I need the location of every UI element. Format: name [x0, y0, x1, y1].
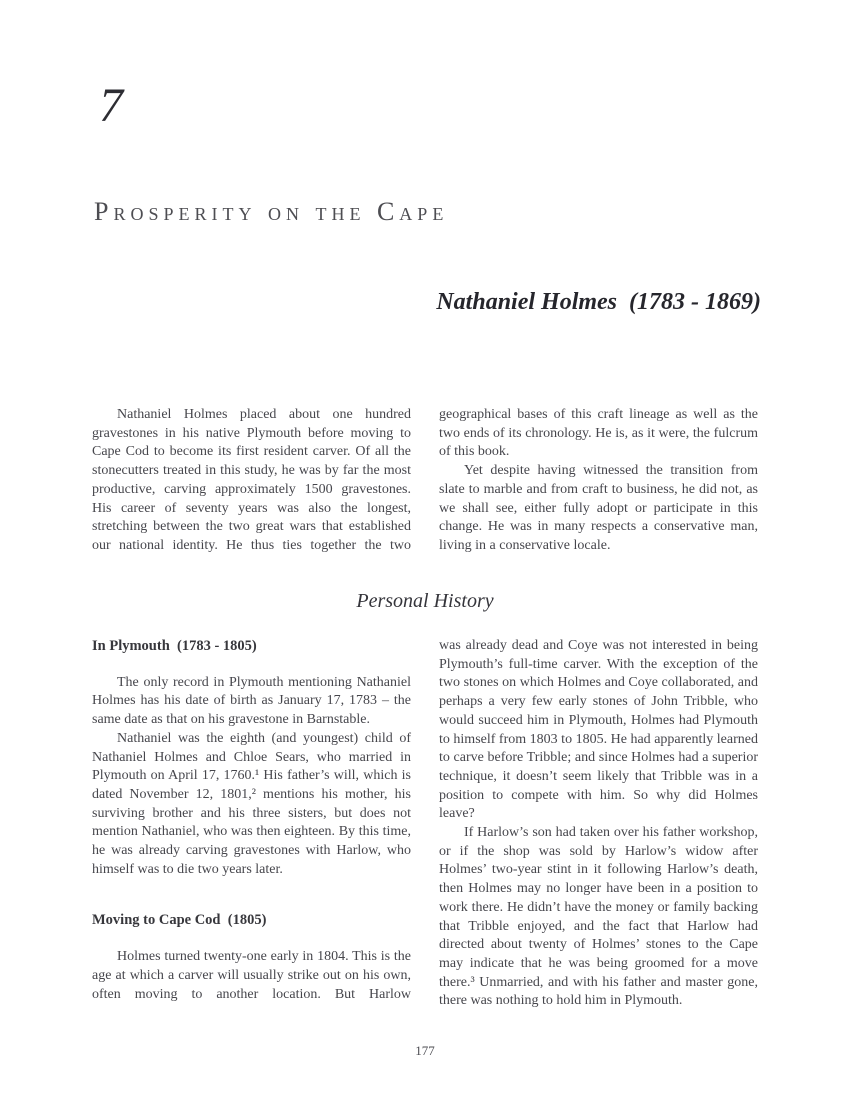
- paragraph: Nathaniel Holmes placed about one hundred gravestones in his native Plymouth before moving to Cape Cod to become its first resident carver. Of all the stonecutters treated in this study, he was by far the most productive, carving approximately 1500 gravestones. His career of seventy years was also the longest, stretching between the two great wars that established our national identity. He thus ties together the two: [92, 407, 411, 553]
- paragraph: Holmes turned twenty-one early in 1804. This is the age at which a carver will usually strike out on his own, often moving to another location. But Harlow: [92, 949, 411, 1002]
- subsection-heading: Moving to Cape Cod (1805): [92, 912, 267, 929]
- paragraph: Yet despite having witnessed the transition from slate to marble and from craft to business, he did not, as we shall see, either fully adopt or participate in this change. He was in many respects a conservative man, living in a conservative locale.: [439, 463, 758, 553]
- subsection-heading: In Plymouth (1783 - 1805): [92, 638, 257, 654]
- intro-right-column: [439, 406, 758, 556]
- carver-name-heading: Nathaniel Holmes (1783 - 1869): [436, 289, 761, 315]
- personal-history-right-column: [439, 637, 758, 1011]
- paragraph: geographical bases of this craft lineage as well as the two ends of its chronology. He is, as it were, the fulcrum of this book.: [439, 407, 758, 460]
- page-number: 177: [415, 1043, 435, 1058]
- personal-history-section: [92, 637, 758, 1011]
- intro-left-column: [92, 406, 411, 556]
- paragraph: The only record in Plymouth mentioning Nathaniel Holmes has his date of birth as January 17, 1783 – the same date as that on his gravestone in Barnstable.: [92, 674, 411, 728]
- chapter-number: 7: [99, 79, 123, 132]
- chapter-title: Prosperity on the Cape: [94, 197, 449, 226]
- paragraph: If Harlow’s son had taken over his father workshop, or if the shop was sold by Harlow’s widow after Holmes’ two-year stint in it following Harlow’s death, then Holmes may no longer have been in a position to work there. He didn’t have the money or family backing that Tribble enjoyed, and the fact that Harlow had directed about twenty of Holmes’ stones to the Cape may indicate that he was being groomed for a move there.³ Unmarried, and with his father and master gone, there was nothing to hold him in Plymouth.: [439, 825, 758, 1009]
- intro-section: [92, 406, 758, 556]
- paragraph: Nathaniel was the eighth (and youngest) child of Nathaniel Holmes and Chloe Sears, who married in Plymouth on April 17, 1760.¹ His father’s will, which is dated November 12, 1801,² mentions his mother, his surviving brother and his three sisters, but does not mention Nathaniel, who was then eighteen. By this time, he was already carving gravestones with Harlow, who himself was to die two years later.: [92, 730, 411, 877]
- paragraph: was already dead and Coye was not interested in being Plymouth’s full-time carver. With the exception of the two stones on which Holmes and Coye collaborated, and perhaps a very few early stones of John Tribble, who would succeed him in Plymouth, Holmes had Plymouth to himself from 1803 to 1805. He had apparently learned to carve before Tribble; and since Holmes had a superior technique, it doesn’t seem likely that Tribble was in a position to compete with him. So why did Holmes leave?: [439, 638, 758, 822]
- section-heading-personal-history: Personal History: [356, 590, 494, 612]
- personal-history-left-column: [92, 637, 411, 1011]
